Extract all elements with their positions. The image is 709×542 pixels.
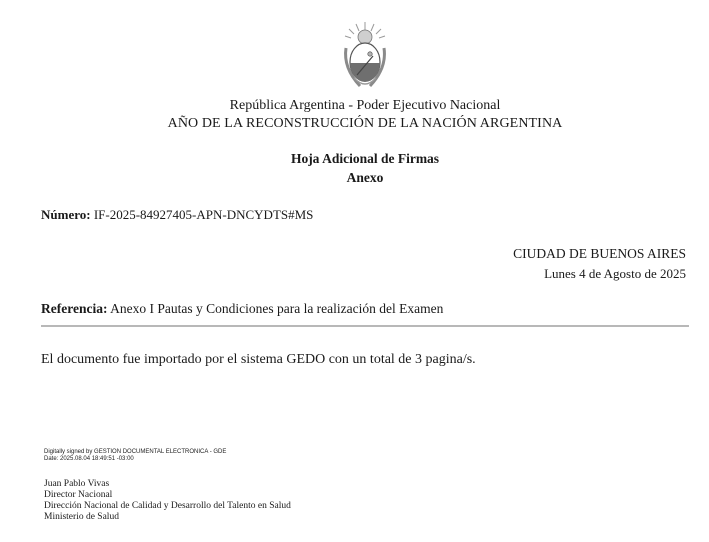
city: CIUDAD DE BUENOS AIRES (513, 246, 686, 261)
digital-signature-line: Digitally signed by GESTION DOCUMENTAL ELECTRONICA - GDE (44, 449, 227, 455)
document-subtitle: Anexo (346, 170, 384, 185)
document-title: Hoja Adicional de Firmas (290, 151, 440, 166)
signer-name: Juan Pablo Vivas (44, 479, 110, 489)
document-date: Lunes 4 de Agosto de 2025 (544, 266, 686, 281)
header-line-1: República Argentina - Poder Ejecutivo Nacional (229, 98, 501, 113)
divider (41, 325, 689, 327)
document-number-value: IF-2025-84927405-APN-DNCYDTS#MS (93, 207, 314, 222)
header-line-2: AÑO DE LA RECONSTRUCCIÓN DE LA NACIÓN ARGENTINA (167, 116, 563, 131)
document-number-label: Número: (41, 207, 91, 222)
signer-ministry: Ministerio de Salud (44, 512, 119, 522)
reference-label: Referencia: (41, 301, 108, 316)
signer-office: Dirección Nacional de Calidad y Desarrollo del Talento en Salud (44, 501, 291, 511)
body-text: El documento fue importado por el sistema GEDO con un total de 3 pagina/s. (41, 352, 476, 367)
document-number (41, 207, 313, 223)
reference-value: Anexo I Pautas y Condiciones para la realización del Examen (110, 301, 444, 316)
digital-signature-date: Date: 2025.08.04 18:49:51 -03:00 (44, 456, 134, 462)
coat-of-arms-icon (340, 20, 390, 92)
signer-title: Director Nacional (44, 490, 113, 500)
reference (41, 301, 443, 317)
